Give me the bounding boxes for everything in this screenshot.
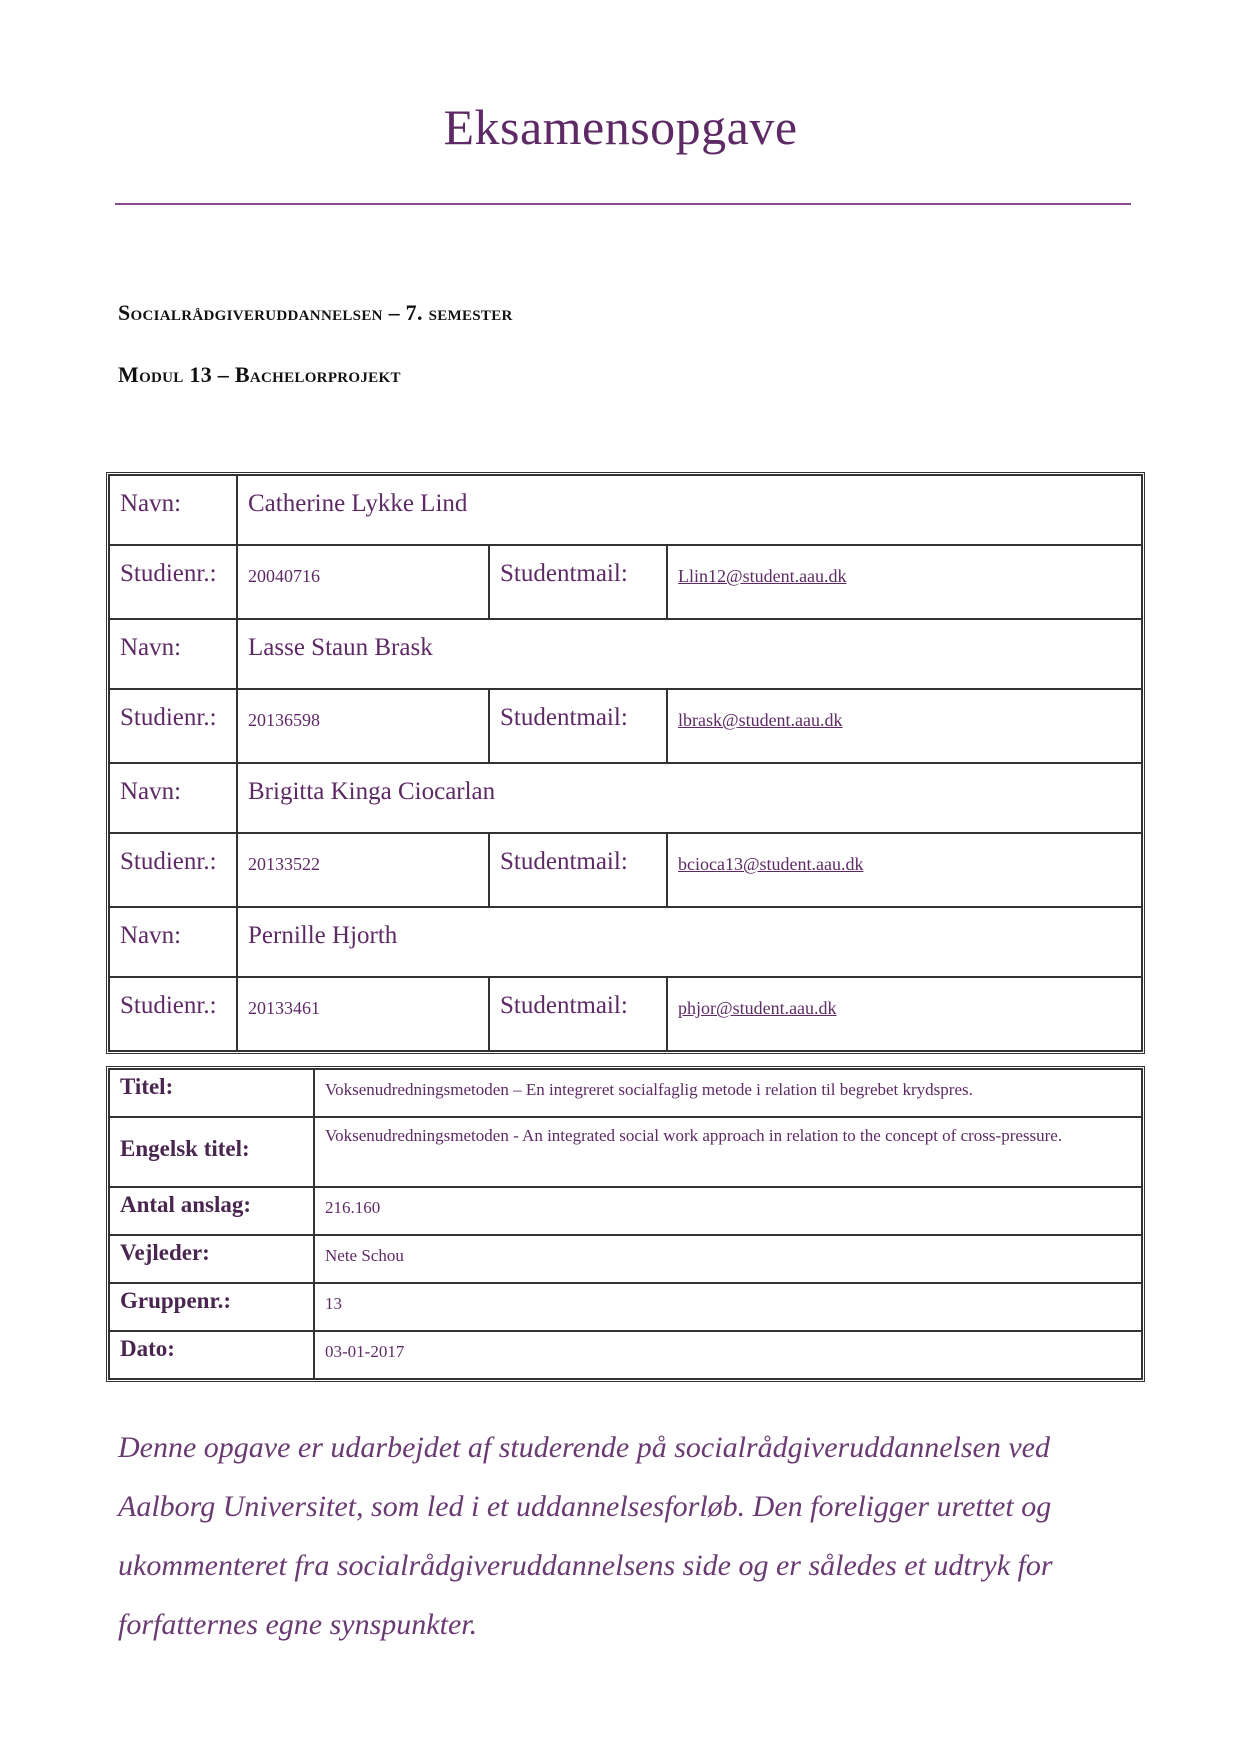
- info-row-characters: [109, 1187, 1142, 1235]
- student-mail-link[interactable]: lbrask@student.aau.dk: [667, 689, 1142, 763]
- student-name: Pernille Hjorth: [237, 907, 1142, 977]
- student-table: [106, 472, 1145, 1054]
- student-number: 20040716: [237, 545, 489, 619]
- info-row-group: [109, 1283, 1142, 1331]
- student-mail-label: Studentmail:: [489, 545, 667, 619]
- characters-value: 216.160: [314, 1187, 1142, 1235]
- disclaimer-text: Denne opgave er udarbejdet af studerende på socialrådgiveruddannelsen ved Aalborg Universitet, som led i et uddannelsesforløb. Den foreligger urettet og ukommenteret fra socialrådgiveruddannelsens side og er således et udtryk for forfatternes egne synspunkter.: [118, 1431, 1053, 1641]
- name-label: Navn:: [109, 475, 237, 545]
- student-number-row: [109, 977, 1142, 1051]
- characters-label: Antal anslag:: [109, 1187, 314, 1235]
- date-label: Dato:: [109, 1331, 314, 1379]
- info-row-supervisor: [109, 1235, 1142, 1283]
- student-mail-label: Studentmail:: [489, 833, 667, 907]
- student-name-row: [109, 763, 1142, 833]
- title-divider: [115, 203, 1131, 205]
- student-number: 20133461: [237, 977, 489, 1051]
- date-value: 03-01-2017: [314, 1331, 1142, 1379]
- supervisor-label: Vejleder:: [109, 1235, 314, 1283]
- student-name: Lasse Staun Brask: [237, 619, 1142, 689]
- student-name: Catherine Lykke Lind: [237, 475, 1142, 545]
- student-mail-label: Studentmail:: [489, 689, 667, 763]
- english-title-value: Voksenudredningsmetoden - An integrated social work approach in relation to the concept of cross-pressure.: [314, 1117, 1142, 1187]
- student-number-label: Studienr.:: [109, 689, 237, 763]
- group-label: Gruppenr.:: [109, 1283, 314, 1331]
- name-label: Navn:: [109, 907, 237, 977]
- title-label: Titel:: [109, 1069, 314, 1117]
- student-name: Brigitta Kinga Ciocarlan: [237, 763, 1142, 833]
- name-label: Navn:: [109, 619, 237, 689]
- student-number: 20133522: [237, 833, 489, 907]
- student-number-row: [109, 833, 1142, 907]
- project-info-table: [106, 1066, 1145, 1382]
- info-row-title: [109, 1069, 1142, 1117]
- info-row-date: [109, 1331, 1142, 1379]
- name-label: Navn:: [109, 763, 237, 833]
- supervisor-value: Nete Schou: [314, 1235, 1142, 1283]
- student-mail-link[interactable]: bcioca13@student.aau.dk: [667, 833, 1142, 907]
- student-number-label: Studienr.:: [109, 545, 237, 619]
- group-value: 13: [314, 1283, 1142, 1331]
- info-row-english-title: [109, 1117, 1142, 1187]
- student-number-row: [109, 689, 1142, 763]
- english-title-label: Engelsk titel:: [109, 1117, 314, 1187]
- student-number-label: Studienr.:: [109, 833, 237, 907]
- page-title: Eksamensopgave: [443, 99, 798, 155]
- student-mail-link[interactable]: phjor@student.aau.dk: [667, 977, 1142, 1051]
- student-name-row: [109, 619, 1142, 689]
- student-number-row: [109, 545, 1142, 619]
- student-name-row: [109, 907, 1142, 977]
- title-value: Voksenudredningsmetoden – En integreret socialfaglig metode i relation til begrebet krydspres.: [314, 1069, 1142, 1117]
- student-mail-link[interactable]: Llin12@student.aau.dk: [667, 545, 1142, 619]
- student-number-label: Studienr.:: [109, 977, 237, 1051]
- education-heading: Socialrådgiveruddannelsen – 7. semester: [118, 300, 513, 325]
- student-name-row: [109, 475, 1142, 545]
- student-number: 20136598: [237, 689, 489, 763]
- module-heading: Modul 13 – Bachelorprojekt: [118, 362, 401, 387]
- student-mail-label: Studentmail:: [489, 977, 667, 1051]
